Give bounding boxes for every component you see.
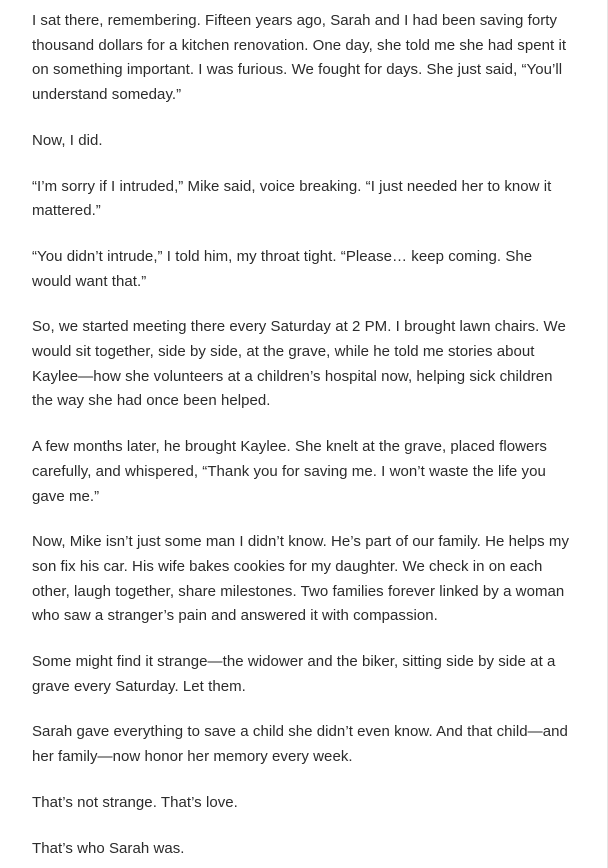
paragraph-didnt-intrude: “You didn’t intrude,” I told him, my throat tight. “Please… keep coming. She would want that.” <box>32 247 533 290</box>
paragraph-mike-apology: “I’m sorry if I intruded,” Mike said, voice breaking. “I just needed her to know it mattered.” <box>32 177 552 220</box>
paragraph-part-of-family: Now, Mike isn’t just some man I didn’t know. He’s part of our family. He helps my son fix his car. His wife bakes cookies for my daughter. We check in on each other, laugh together, share milestones. Two families forever linked by a woman who saw a stranger’s pain and answered it with compassion. <box>32 533 570 625</box>
paragraph-now-i-did: Now, I did. <box>32 131 103 149</box>
paragraph-remembering: I sat there, remembering. Fifteen years ago, Sarah and I had been saving forty thousand dollars for a kitchen renovation. One day, she told me she had spent it on something important. I was furious. We fought for days. She just said, “You’ll understand someday.” <box>32 12 567 104</box>
paragraph-who-sarah-was: That’s who Sarah was. <box>32 839 185 857</box>
paragraph-sarah-gave-everything: Sarah gave everything to save a child she didn’t even know. And that child—and her family—now honor her memory every week. <box>32 723 568 766</box>
paragraph-thats-love: That’s not strange. That’s love. <box>32 793 238 811</box>
paragraph-strange: Some might find it strange—the widower and the biker, sitting side by side at a grave every Saturday. Let them. <box>32 653 556 695</box>
paragraph-kaylee-visit: A few months later, he brought Kaylee. She knelt at the grave, placed flowers carefully, and whispered, “Thank you for saving me. I won’t waste the life you gave me.” <box>32 438 547 505</box>
paragraph-saturday-meetings: So, we started meeting there every Saturday at 2 PM. I brought lawn chairs. We would sit together, side by side, at the grave, while he told me stories about Kaylee—how she volunteers at a children’s hospital now, helping sick children the way she had once been helped. <box>32 318 566 410</box>
